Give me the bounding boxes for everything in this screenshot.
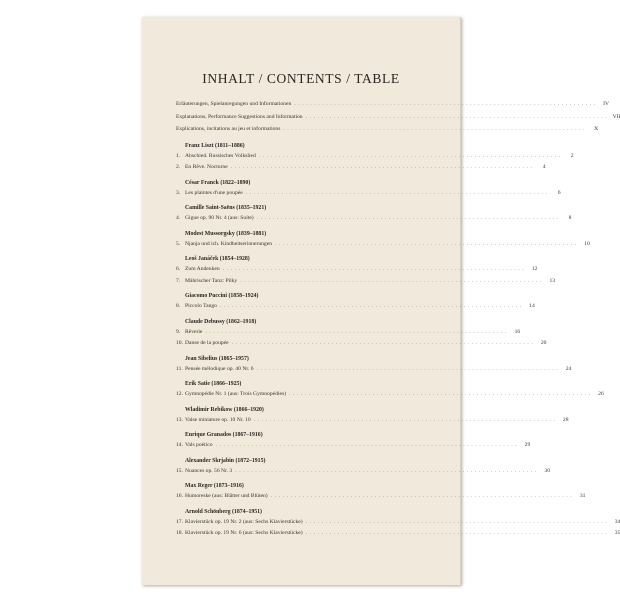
- item-number: 8.: [176, 303, 181, 309]
- page-number: 10: [584, 240, 590, 247]
- entry-title: Explications, incitations au jeu et informations: [176, 126, 281, 132]
- toc-entry: [176, 328, 521, 341]
- toc-entry: [176, 189, 561, 202]
- composer-heading: Erik Satie (1866–1925): [185, 381, 242, 387]
- page-number: 2: [570, 152, 574, 159]
- entry-title: Pensée mélodique op. 40 Nr. 6: [185, 365, 254, 372]
- dot-leader: . . . . . . . . . . . . . . . . . . . . . . . . . . . . . . . . . . . . . . . . . . . . . . . . . . . . . . . . . . . . . . . . . . . . . . . . . . . .: [289, 391, 591, 397]
- dot-leader: . . . . . . . . . . . . . . . . . . . . . . . . . . . . . . . . . . . . . . . . . . . . . . . . . . . . . . . . . . . . . . . . . . . . . . . . . . . .: [283, 126, 586, 132]
- dot-leader: . . . . . . . . . . . . . . . . . . . . . . . . . . . . . . . . . . . . . . . . . . . . . . . . . . . . . . . . . . . . . . . . . . . . . . . . . . . .: [294, 101, 597, 107]
- entry-title: Explanations, Performance Suggestions and Information: [176, 113, 303, 120]
- entry-title: Valse miniature op. 10 Nr. 10: [185, 416, 251, 423]
- page-number: 34: [614, 518, 620, 525]
- page-number: 13: [549, 277, 556, 284]
- page-number: 8: [568, 215, 572, 221]
- page-number: VII: [612, 113, 620, 120]
- composer-heading: Arnold Schönberg (1874–1951): [185, 508, 262, 515]
- entry-title: Gymnopédie Nr. 1 (aus: Trois Gymnopédies): [185, 391, 286, 397]
- book-page: [142, 17, 620, 585]
- item-number: 13.: [176, 416, 183, 423]
- page-number: 14: [529, 303, 535, 309]
- dot-leader: . . . . . . . . . . . . . . . . . . . . . . . . . . . . . . . . . . . . . . . . . . . . . . . . . . . . . . . . . . . . . . . . . . . . . . . . . . . .: [258, 152, 561, 159]
- item-number: 7.: [176, 277, 181, 284]
- table-of-contents: [176, 101, 620, 542]
- intro-entry: [176, 101, 610, 114]
- page-number: 16: [514, 328, 521, 335]
- composer-heading: Wladimir Rebikow (1866–1920): [185, 406, 264, 413]
- dot-leader: . . . . . . . . . . . . . . . . . . . . . . . . . . . . . . . . . . . . . . . . . . . . . . . . . . . . . . . . . . . . . . . . . . . . . . . . . . . .: [231, 340, 534, 346]
- page-title: INHALT / CONTENTS / TABLE: [202, 71, 400, 86]
- composer-heading: Camille Saint-Saëns (1835–1921): [185, 205, 267, 211]
- dot-leader: . . . . . . . . . . . . . . . . . . . . . . . . . . . . . . . . . . . . . . . . . . . . . . . . . . . . . . . . . . . . . . . . . . . . . . . . . . . .: [205, 328, 508, 335]
- item-number: 5.: [176, 240, 181, 247]
- composer-heading: Modest Mussorgsky (1839–1881): [185, 230, 267, 237]
- dot-leader: . . . . . . . . . . . . . . . . . . . . . . . . . . . . . . . . . . . . . . . . . . . . . . . . . . . . . . . . . . . . . . . . . . . . . . . . . . . .: [305, 518, 608, 525]
- intro-entry: [176, 113, 620, 127]
- dot-leader: . . . . . . . . . . . . . . . . . . . . . . . . . . . . . . . . . . . . . . . . . . . . . . . . . . . . . . . . . . . . . . . . . . . . . . . . . . . .: [230, 164, 533, 170]
- toc-entry: [176, 303, 535, 315]
- dot-leader: . . . . . . . . . . . . . . . . . . . . . . . . . . . . . . . . . . . . . . . . . . . . . . . . . . . . . . . . . . . . . . . . . . . . . . . . . . . .: [305, 530, 608, 536]
- item-number: 6.: [176, 266, 181, 272]
- page-number: 29: [524, 442, 531, 448]
- entry-title: Zum Andenken: [185, 266, 220, 272]
- composer-heading: Franz Liszt (1811–1886): [185, 142, 245, 149]
- page-number: 30: [544, 467, 550, 474]
- toc-entry: [176, 152, 574, 165]
- toc-entry: [176, 442, 531, 454]
- entry-title: Gigue op. 90 Nr. 4 (aus: Suite): [185, 215, 254, 221]
- intro-list: [176, 101, 620, 139]
- dot-leader: . . . . . . . . . . . . . . . . . . . . . . . . . . . . . . . . . . . . . . . . . . . . . . . . . . . . . . . . . . . . . . . . . . . . . . . . . . . .: [305, 113, 608, 120]
- item-number: 15.: [176, 467, 183, 474]
- item-number: 2.: [176, 164, 181, 170]
- toc-entry: [176, 416, 569, 429]
- dot-leader: . . . . . . . . . . . . . . . . . . . . . . . . . . . . . . . . . . . . . . . . . . . . . . . . . . . . . . . . . . . . . . . . . . . . . . . . . . . .: [215, 442, 518, 448]
- toc-entry: [176, 391, 604, 403]
- toc-entry: [176, 493, 586, 505]
- entry-title: Nuances op. 56 Nr. 3: [185, 467, 233, 474]
- item-number: 11.: [176, 365, 183, 372]
- item-number: 12.: [176, 391, 183, 397]
- dot-leader: . . . . . . . . . . . . . . . . . . . . . . . . . . . . . . . . . . . . . . . . . . . . . . . . . . . . . . . . . . . . . . . . . . . . . . . . . . . .: [256, 365, 559, 372]
- item-number: 18.: [176, 530, 183, 536]
- toc-entry: [176, 340, 547, 352]
- item-number: 16.: [176, 493, 183, 499]
- dot-leader: . . . . . . . . . . . . . . . . . . . . . . . . . . . . . . . . . . . . . . . . . . . . . . . . . . . . . . . . . . . . . . . . . . . . . . . . . . . .: [219, 303, 522, 309]
- toc-entry: [176, 215, 572, 227]
- composer-heading: Claude Debussy (1862–1918): [185, 318, 257, 325]
- toc-entry: [176, 277, 556, 290]
- entry-title: Vals poético: [185, 442, 213, 448]
- page-number: 26: [598, 391, 604, 397]
- item-number: 14.: [176, 442, 183, 448]
- toc-entry: [176, 530, 620, 542]
- entry-title: Mährischer Tanz: Pilky: [185, 277, 238, 284]
- page-number: 31: [579, 493, 586, 499]
- page-number: 4: [542, 164, 546, 170]
- entry-title: Njanja und ich. Kindheitserinnerungen: [185, 240, 272, 247]
- composer-sections: [176, 142, 620, 542]
- toc-entry: [176, 467, 550, 480]
- dot-leader: . . . . . . . . . . . . . . . . . . . . . . . . . . . . . . . . . . . . . . . . . . . . . . . . . . . . . . . . . . . . . . . . . . . . . . . . . . . .: [270, 493, 573, 499]
- composer-heading: Jean Sibelius (1865–1957): [185, 355, 249, 362]
- composer-heading: Max Reger (1873–1916): [185, 483, 244, 489]
- item-number: 17.: [176, 518, 183, 525]
- composer-heading: Enrique Granados (1867–1916): [185, 432, 263, 438]
- item-number: 9.: [176, 328, 181, 335]
- entry-title: Abschied. Russisches Volkslied: [185, 152, 256, 159]
- item-number: 3.: [176, 189, 181, 196]
- dot-leader: . . . . . . . . . . . . . . . . . . . . . . . . . . . . . . . . . . . . . . . . . . . . . . . . . . . . . . . . . . . . . . . . . . . . . . . . . . . .: [240, 277, 543, 284]
- composer-heading: Leoš Janáček (1854–1928): [185, 256, 250, 262]
- entry-title: Rêverie: [185, 328, 203, 335]
- page-number: 12: [531, 266, 538, 272]
- toc-entry: [176, 164, 546, 176]
- composer-heading: César Franck (1822–1890): [185, 179, 251, 186]
- dot-leader: . . . . . . . . . . . . . . . . . . . . . . . . . . . . . . . . . . . . . . . . . . . . . . . . . . . . . . . . . . . . . . . . . . . . . . . . . . . .: [235, 467, 537, 474]
- dot-leader: . . . . . . . . . . . . . . . . . . . . . . . . . . . . . . . . . . . . . . . . . . . . . . . . . . . . . . . . . . . . . . . . . . . . . . . . . . . .: [222, 266, 525, 272]
- entry-title: Klavierstück op. 19 Nr. 6 (aus: Sechs Klavierstücke): [185, 530, 303, 536]
- page-number: 24: [565, 365, 572, 372]
- toc-entry: [176, 518, 620, 531]
- item-number: 1.: [176, 152, 181, 159]
- entry-title: Danse de la poupée: [185, 340, 229, 346]
- entry-title: Piccolo Tango: [185, 303, 217, 309]
- item-number: 10.: [176, 340, 183, 346]
- dot-leader: . . . . . . . . . . . . . . . . . . . . . . . . . . . . . . . . . . . . . . . . . . . . . . . . . . . . . . . . . . . . . . . . . . . . . . . . . . . .: [256, 215, 559, 221]
- toc-entry: [176, 266, 538, 278]
- page-number: X: [594, 126, 599, 132]
- composer-heading: Giacomo Puccini (1858–1924): [185, 293, 259, 299]
- page-number: 20: [540, 340, 547, 346]
- dot-leader: . . . . . . . . . . . . . . . . . . . . . . . . . . . . . . . . . . . . . . . . . . . . . . . . . . . . . . . . . . . . . . . . . . . . . . . . . . . .: [253, 416, 556, 423]
- toc-entry: [176, 365, 572, 378]
- entry-title: En Rêve. Nocturne: [185, 164, 228, 170]
- entry-title: Les plaintes d'une poupée: [185, 189, 243, 196]
- page-number: IV: [603, 101, 610, 107]
- toc-entry: [176, 240, 590, 253]
- entry-title: Klavierstück op. 19 Nr. 2 (aus: Sechs Klavierstücke): [185, 518, 303, 525]
- entry-title: Humoreske (aus: Blätter und Blüten): [185, 493, 268, 499]
- dot-leader: . . . . . . . . . . . . . . . . . . . . . . . . . . . . . . . . . . . . . . . . . . . . . . . . . . . . . . . . . . . . . . . . . . . . . . . . . . . .: [275, 240, 577, 247]
- item-number: 4.: [176, 215, 181, 221]
- intro-entry: [176, 126, 599, 139]
- entry-title: Erläuterungen, Spielanregungen und Informationen: [176, 101, 292, 107]
- composer-heading: Alexander Skrjabin (1872–1915): [185, 457, 266, 464]
- page-number: 6: [557, 189, 561, 196]
- page-number: 28: [562, 416, 569, 423]
- dot-leader: . . . . . . . . . . . . . . . . . . . . . . . . . . . . . . . . . . . . . . . . . . . . . . . . . . . . . . . . . . . . . . . . . . . . . . . . . . . .: [245, 189, 548, 196]
- page-number: 35: [614, 530, 620, 536]
